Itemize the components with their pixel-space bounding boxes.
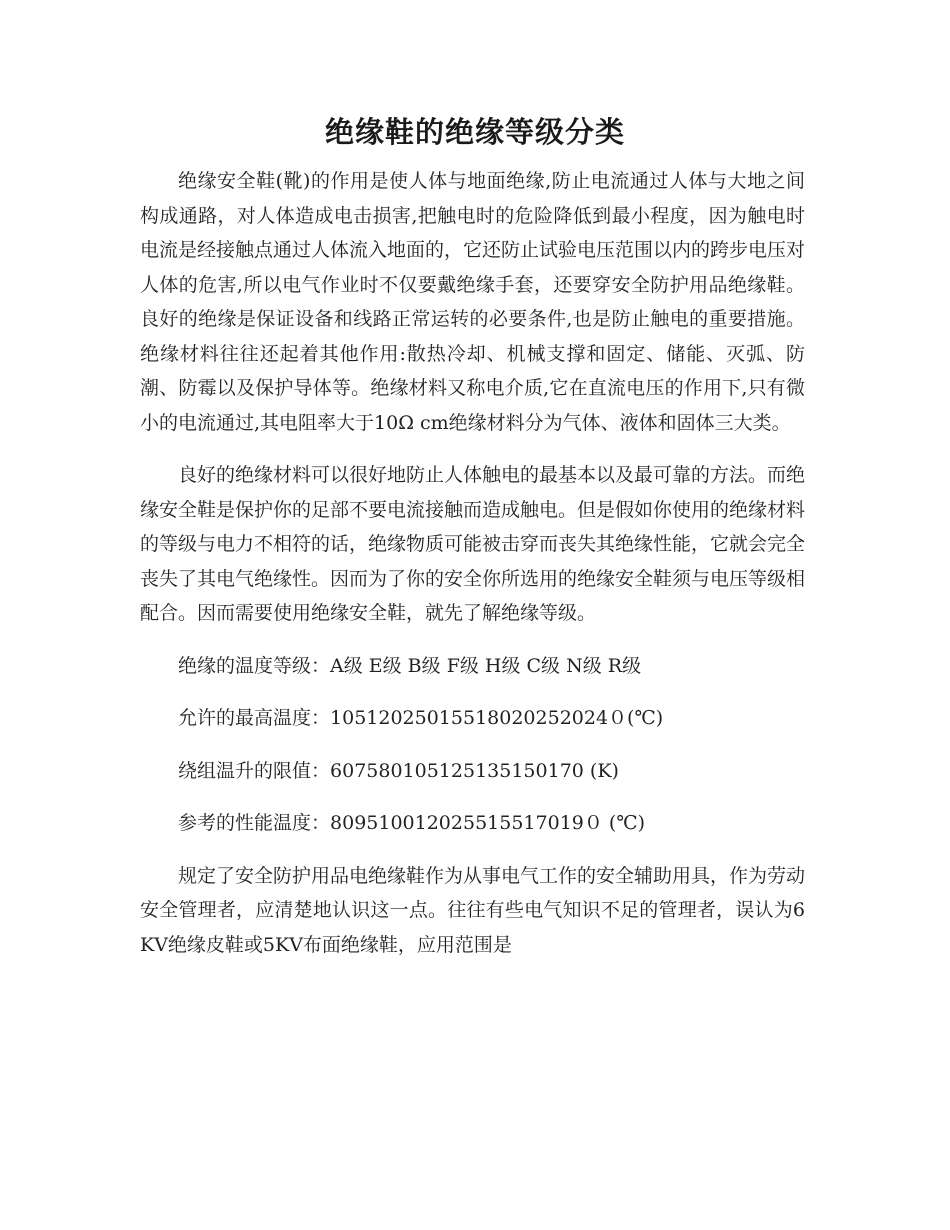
document-body xyxy=(140,164,805,980)
spec-value: 10512025015518020252024０(℃) xyxy=(330,707,664,729)
spec-line-max-temperature xyxy=(140,701,805,736)
spec-line-temperature-class xyxy=(140,649,805,684)
spec-label: 绝缘的温度等级： xyxy=(178,654,331,677)
paragraph-insulation-grade: 良好的绝缘材料可以很好地防止人体触电的最基本以及最可靠的方法。而绝缘安全鞋是保护你的足部不要电流接触而造成触电。但是假如你使用的绝缘材料的等级与电力不相符的话，绝缘物质可能被击穿而丧失其绝缘性能，它就会完全丧失了其电气绝缘性。因而为了你的安全你所选用的绝缘安全鞋须与电压等级相配合。因而需要使用绝缘安全鞋，就先了解绝缘等级。 xyxy=(140,464,806,624)
spec-value: 607580105125135150170 (K) xyxy=(330,759,619,782)
spec-label: 允许的最高温度： xyxy=(178,707,331,729)
spec-value: 809510012025515517019０ (℃) xyxy=(330,812,645,834)
paragraph-closing: 规定了安全防护用品电绝缘鞋作为从事电气工作的安全辅助用具，作为劳动安全管理者，应清楚地认识这一点。往往有些电气知识不足的管理者，误认为6KV绝缘皮鞋或5KV布面绝缘鞋，应用范围是 xyxy=(140,864,806,956)
spec-line-reference-temperature xyxy=(140,806,805,841)
spec-label: 参考的性能温度： xyxy=(178,812,331,834)
spec-line-winding-rise-limit xyxy=(140,754,805,789)
spec-label: 绕组温升的限值： xyxy=(178,759,331,782)
paragraph-insulation-purpose: 绝缘安全鞋(靴)的作用是使人体与地面绝缘,防止电流通过人体与大地之间构成通路，对人体造成电击损害,把触电时的危险降低到最小程度，因为触电时电流是经接触点通过人体流入地面的，它还防止试验电压范围以内的跨步电压对人体的危害,所以电气作业时不仅要戴绝缘手套，还要穿安全防护用品绝缘鞋。良好的绝缘是保证设备和线路正常运转的必要条件,也是防止触电的重要措施。绝缘材料往往还起着其他作用:散热冷却、机械支撑和固定、储能、灭弧、防潮、防霉以及保护导体等。绝缘材料又称电介质,它在直流电压的作用下,只有微小的电流通过,其电阻率大于10Ω cm绝缘材料分为气体、液体和固体三大类。 xyxy=(140,170,806,434)
spec-value: A级 E级 B级 F级 H级 C级 N级 R级 xyxy=(330,654,642,677)
document-title: 绝缘鞋的绝缘等级分类 xyxy=(324,115,625,149)
